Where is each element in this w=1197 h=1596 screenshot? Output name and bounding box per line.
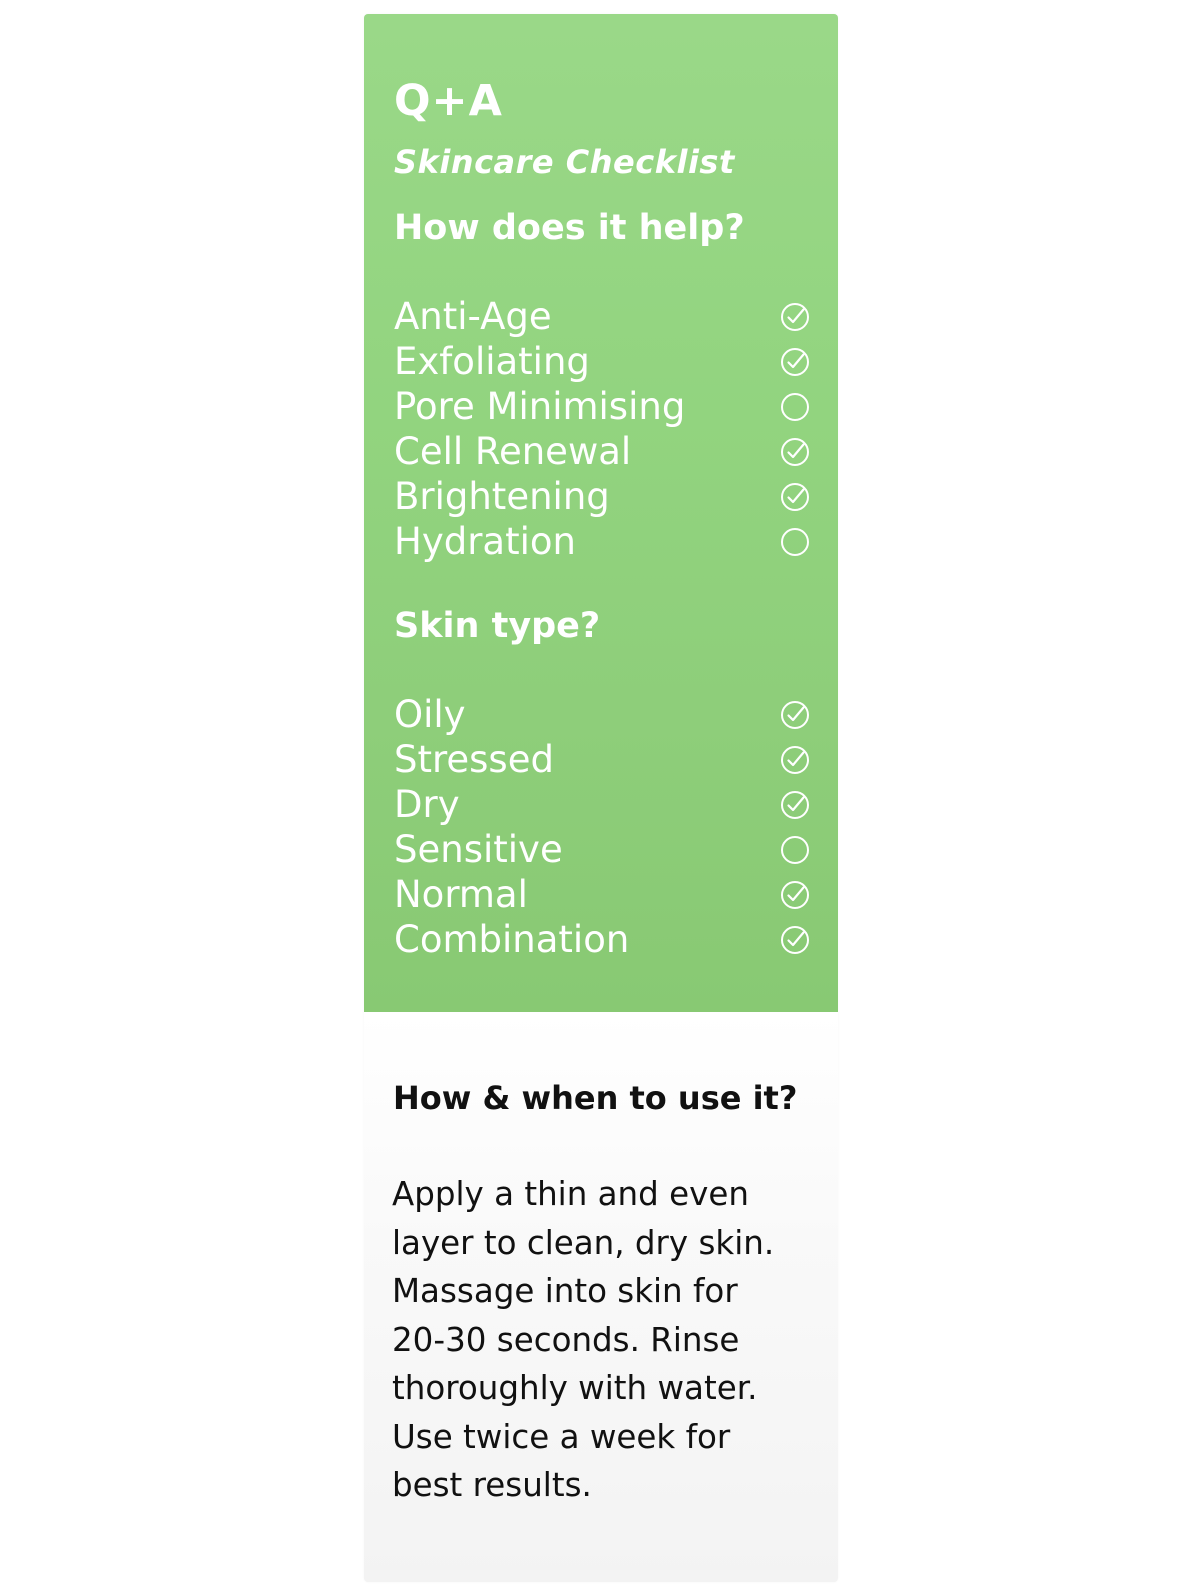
checklist-item	[394, 692, 810, 737]
brand-logo: Q+A	[394, 76, 503, 126]
circle-check-icon	[780, 482, 810, 512]
help-heading: How does it help?	[394, 208, 745, 248]
empty-circle-icon	[780, 392, 810, 422]
help-checklist	[394, 294, 810, 564]
usage-line: Use twice a week for	[392, 1417, 731, 1456]
checklist-item	[394, 339, 810, 384]
circle-check-icon	[780, 700, 810, 730]
checklist-item-label: Combination	[394, 918, 630, 961]
checklist-item	[394, 429, 810, 474]
checklist-item-label: Normal	[394, 873, 528, 916]
checklist-item	[394, 384, 810, 429]
checklist-item	[394, 737, 810, 782]
circle-check-icon	[780, 302, 810, 332]
checklist-item-label: Sensitive	[394, 828, 563, 871]
checklist-item-label: Oily	[394, 693, 466, 736]
checklist-subtitle: Skincare Checklist	[394, 143, 735, 181]
empty-circle-icon	[780, 527, 810, 557]
usage-heading: How & when to use it?	[393, 1079, 798, 1117]
circle-check-icon	[780, 880, 810, 910]
product-box	[364, 14, 838, 1582]
circle-check-icon	[780, 925, 810, 955]
usage-instructions	[392, 1170, 812, 1510]
checklist-item	[394, 917, 810, 962]
checklist-item-label: Cell Renewal	[394, 430, 632, 473]
checklist-item	[394, 519, 810, 564]
usage-line: 20-30 seconds. Rinse	[392, 1320, 740, 1359]
skin-type-checklist	[394, 692, 810, 962]
checklist-item-label: Brightening	[394, 475, 610, 518]
usage-line: best results.	[392, 1466, 592, 1504]
checklist-item-label: Dry	[394, 783, 460, 826]
checklist-item	[394, 294, 810, 339]
usage-line: layer to clean, dry skin.	[392, 1223, 775, 1262]
usage-line: Massage into skin for	[392, 1272, 738, 1310]
circle-check-icon	[780, 437, 810, 467]
circle-check-icon	[780, 347, 810, 377]
circle-check-icon	[780, 790, 810, 820]
checklist-item-label: Stressed	[394, 738, 554, 781]
circle-check-icon	[780, 745, 810, 775]
checklist-item	[394, 474, 810, 519]
checklist-item-label: Exfoliating	[394, 340, 590, 383]
empty-circle-icon	[780, 835, 810, 865]
checklist-panel	[364, 14, 838, 1012]
skin-type-heading: Skin type?	[394, 606, 601, 646]
usage-line: Apply a thin and even	[392, 1175, 749, 1213]
checklist-item-label: Hydration	[394, 520, 576, 563]
checklist-item	[394, 872, 810, 917]
checklist-item	[394, 782, 810, 827]
checklist-item-label: Pore Minimising	[394, 385, 686, 428]
checklist-item	[394, 827, 810, 872]
usage-line: thoroughly with water.	[392, 1369, 758, 1407]
checklist-item-label: Anti-Age	[394, 295, 552, 338]
